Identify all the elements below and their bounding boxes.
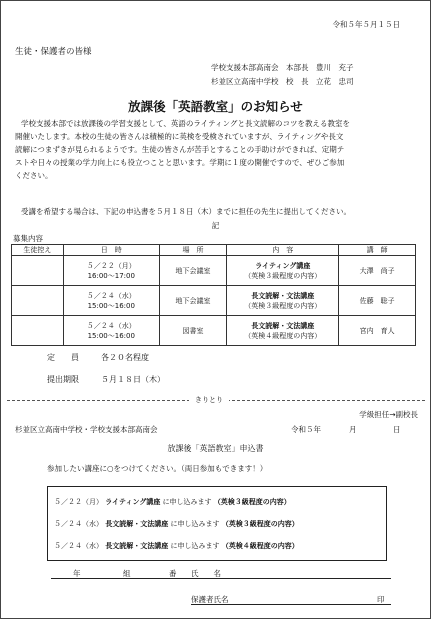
deadline-value: ５月１８日（木）	[101, 375, 165, 384]
table-row	[12, 316, 416, 346]
option-course: 長文読解・文法講座	[105, 542, 169, 550]
intro-line: ストや日々の授業の学力向上にも役立つことと思います。学期に１度の開催ですので、ぜひご参加	[15, 158, 345, 167]
col-header: 講 師	[339, 245, 416, 256]
teacher-cell: 大澤 尚子	[339, 256, 416, 286]
col-header: 場 所	[159, 245, 227, 256]
course-option[interactable]	[54, 519, 299, 529]
intro-line: 学校支援本部では放課後の学習支援として、英語のライティングと長文読解のコツを教える教室を	[21, 119, 351, 128]
row-level: （英検４級程度の内容）	[244, 331, 322, 340]
row-date: ５／２４（水）	[86, 321, 136, 330]
capacity-value: 各２０名程度	[101, 353, 149, 362]
check-cell	[12, 286, 64, 316]
number-label: 番	[169, 569, 177, 578]
place-cell: 地下会議室	[159, 256, 227, 286]
course-cell	[227, 316, 339, 346]
name-label: 氏 名	[191, 569, 221, 578]
issue-date: 令和５年５月１５日	[332, 20, 400, 29]
row-time: 15:00～16:00	[87, 331, 135, 340]
row-date: ５／２２（月）	[86, 261, 136, 270]
col-header: 日 時	[63, 245, 159, 256]
table-row	[12, 286, 416, 316]
check-cell	[12, 256, 64, 286]
option-date: ５／２４（水）	[54, 542, 103, 550]
form-date-month: 月	[349, 425, 357, 434]
sender-line-2: 杉並区立高南中学校 校 長 立花 忠司	[211, 77, 354, 86]
form-recipient: 杉並区立高南中学校・学校支援本部高南会	[15, 425, 158, 434]
course-option[interactable]	[54, 497, 291, 507]
option-level: （英検３級程度の内容）	[213, 498, 291, 506]
option-mid: に申し込みます	[162, 498, 212, 506]
student-info-line[interactable]	[51, 578, 391, 579]
option-course: ライティング講座	[105, 498, 161, 506]
option-level: （英検３級程度の内容）	[221, 520, 299, 528]
option-mid: に申し込みます	[170, 542, 220, 550]
row-level: （英検３級程度の内容）	[244, 301, 322, 310]
guardian-label: 保護者氏名	[191, 595, 229, 604]
intro-line: ください。	[15, 171, 53, 180]
row-level: （英検３級程度の内容）	[244, 271, 322, 280]
table-row	[12, 256, 416, 286]
check-cell	[12, 316, 64, 346]
col-header: 内 容	[227, 245, 339, 256]
form-instruction: 参加したい講座に○をつけてください。（両日参加もできます！）	[47, 464, 268, 473]
cut-label: きりとり	[189, 395, 229, 405]
seal-label: 印	[377, 595, 385, 604]
option-level: （英検４級程度の内容）	[221, 542, 299, 550]
datetime-cell	[63, 316, 159, 346]
page-title: 放課後「英語教室」のお知らせ	[128, 99, 303, 114]
intro-line: 開催いたします。本校の生徒の皆さんは積極的に英検を受検されていますが、ライティングや長文	[15, 132, 344, 141]
row-course: ライティング講座	[255, 261, 311, 270]
course-cell	[227, 286, 339, 316]
intro-text	[15, 117, 425, 182]
apply-note: 受講を希望する場合は、下記の申込書を５月１８日（木）までに担任の先生に提出してください。	[21, 207, 351, 216]
place-cell: 図書室	[159, 316, 227, 346]
place-cell: 地下会議室	[159, 286, 227, 316]
form-date-day: 日	[393, 425, 401, 434]
course-option[interactable]	[54, 541, 299, 551]
course-options-box	[47, 486, 387, 561]
capacity-label: 定 員	[47, 353, 79, 362]
recruit-label: 募集内容	[13, 234, 43, 243]
col-header: 生徒控え	[12, 245, 64, 256]
option-mid: に申し込みます	[170, 520, 220, 528]
intro-line: 読解につまずきが見られるようです。生徒の皆さんが苦手とすることの手助けができれば、定期テ	[15, 145, 345, 154]
form-title: 放課後「英語教室」申込書	[167, 444, 264, 453]
row-course: 長文読解・文法講座	[251, 321, 315, 330]
form-date-year: 令和５年	[291, 425, 321, 434]
year-label: 年	[73, 569, 81, 578]
schedule-table	[11, 244, 416, 346]
row-time: 15:00～16:00	[87, 301, 135, 310]
option-date: ５／２４（水）	[54, 520, 103, 528]
addressee: 生徒・保護者の皆様	[15, 47, 92, 57]
submission-route: 学級担任→副校長	[359, 410, 418, 419]
class-label: 組	[123, 569, 131, 578]
datetime-cell	[63, 256, 159, 286]
row-course: 長文読解・文法講座	[251, 291, 315, 300]
row-date: ５／２４（水）	[86, 291, 136, 300]
course-cell	[227, 256, 339, 286]
teacher-cell: 宮内 育人	[339, 316, 416, 346]
row-time: 16:00～17:00	[87, 271, 135, 280]
sender-line-1: 学校支援本部高南会 本部長 豊川 充子	[211, 63, 354, 72]
option-date: ５／２２（月）	[54, 498, 103, 506]
ki-mark: 記	[211, 221, 220, 230]
teacher-cell: 佐藤 聡子	[339, 286, 416, 316]
deadline-label: 提出期限	[47, 375, 79, 384]
datetime-cell	[63, 286, 159, 316]
guardian-name-line[interactable]	[191, 604, 391, 605]
option-course: 長文読解・文法講座	[105, 520, 169, 528]
table-header-row	[12, 245, 416, 256]
